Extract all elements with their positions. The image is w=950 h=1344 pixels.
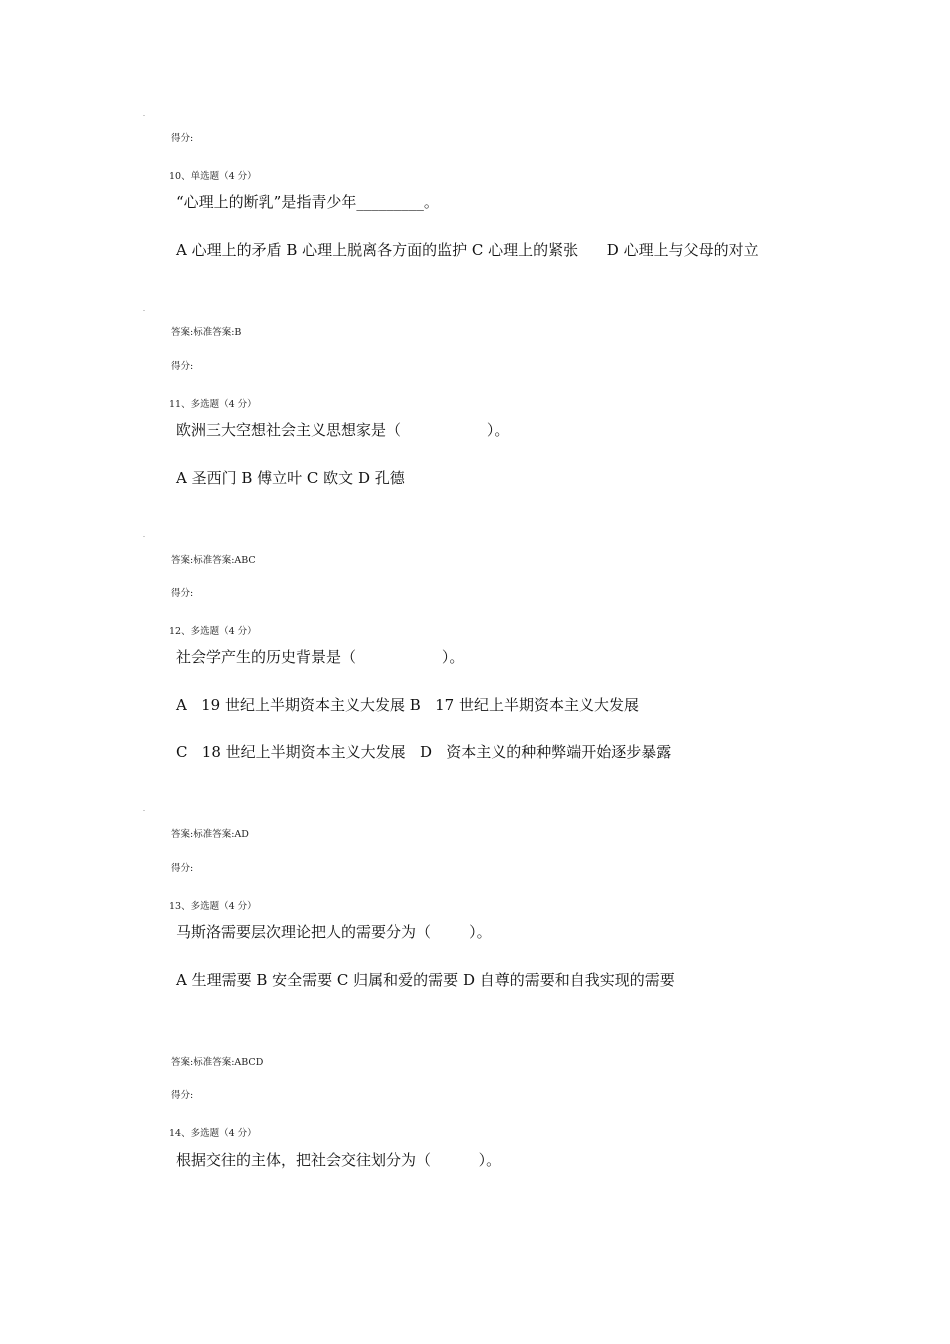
score-label: 得分: <box>171 1090 194 1101</box>
question-header: 12、多选题（4 分） <box>169 626 257 637</box>
scan-mark <box>143 536 145 537</box>
question-stem: “心理上的断乳”是指青少年_________。 <box>176 193 439 211</box>
answer-text: 答案:标准答案:B <box>171 327 242 338</box>
scan-mark <box>143 310 145 311</box>
question-stem: 马斯洛需要层次理论把人的需要分为（ ）。 <box>176 923 492 941</box>
question-header: 14、多选题（4 分） <box>169 1128 257 1139</box>
score-label: 得分: <box>171 863 194 874</box>
question-stem: 根据交往的主体，把社会交往划分为（ ）。 <box>176 1151 502 1169</box>
scan-mark <box>143 115 145 116</box>
answer-text: 答案:标准答案:ABC <box>171 555 256 566</box>
question-header: 10、单选题（4 分） <box>169 171 257 182</box>
score-label: 得分: <box>171 588 194 599</box>
question-options: A 19 世纪上半期资本主义大发展 B 17 世纪上半期资本主义大发展 <box>176 696 639 714</box>
score-label: 得分: <box>171 133 194 144</box>
question-options: A 心理上的矛盾 B 心理上脱离各方面的监护 C 心理上的紧张 D 心理上与父母的对立 <box>176 241 759 259</box>
scan-mark <box>143 810 145 811</box>
question-stem: 欧洲三大空想社会主义思想家是（ ）。 <box>176 421 510 439</box>
question-stem: 社会学产生的历史背景是（ ）。 <box>176 648 465 666</box>
question-options: A 圣西门 B 傅立叶 C 欧文 D 孔德 <box>176 469 405 487</box>
question-header: 13、多选题（4 分） <box>169 901 257 912</box>
answer-text: 答案:标准答案:ABCD <box>171 1057 264 1068</box>
question-header: 11、多选题（4 分） <box>169 399 257 410</box>
score-label: 得分: <box>171 361 194 372</box>
question-options: A 生理需要 B 安全需要 C 归属和爱的需要 D 自尊的需要和自我实现的需要 <box>176 971 675 989</box>
question-options: C 18 世纪上半期资本主义大发展 D 资本主义的种种弊端开始逐步暴露 <box>176 743 672 761</box>
answer-text: 答案:标准答案:AD <box>171 829 249 840</box>
